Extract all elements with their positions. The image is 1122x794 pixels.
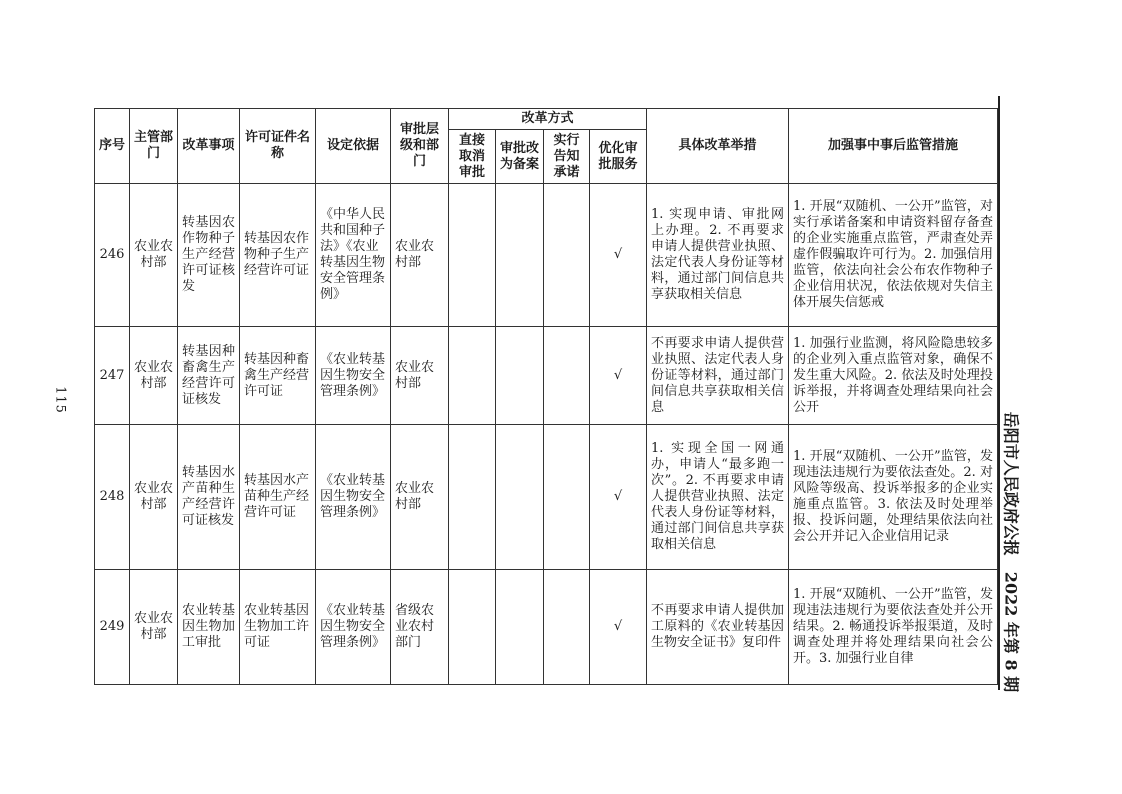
- cell-basis: 《农业转基因生物安全管理条例》: [316, 425, 391, 570]
- publication-title: 岳阳市人民政府公报 2022 年第 8 期: [1001, 411, 1021, 693]
- cell-level: 农业农村部: [391, 184, 449, 327]
- header-seq: 序号: [95, 109, 130, 184]
- table-row: [95, 184, 998, 327]
- cell-cancel: [449, 184, 496, 327]
- cell-item: 农业转基因生物加工审批: [178, 570, 240, 685]
- reform-table: [94, 108, 998, 685]
- cell-supervision: 1. 开展“双随机、一公开”监管，发现违法违规行为要依法查处。2. 对风险等级高、投诉举报多的企业实施重点监管。3. 依法及时处理举报、投诉问题，处理结果依法向社会公开并记入企业信用记录: [789, 425, 998, 570]
- cell-supervision: 1. 加强行业监测，将风险隐患较多的企业列入重点监管对象，确保不发生重大风险。2. 依法及时处理投诉举报，并将调查处理结果向社会公开: [789, 327, 998, 425]
- cell-optimize-check: √: [590, 570, 647, 685]
- header-optimize: 优化审批服务: [590, 130, 647, 184]
- cell-seq: 249: [95, 570, 130, 685]
- header-license: 许可证件名称: [240, 109, 316, 184]
- table-row: [95, 327, 998, 425]
- cell-item: 转基因农作物种子生产经营许可证核发: [178, 184, 240, 327]
- cell-notify: [544, 327, 590, 425]
- cell-dept: 农业农村部: [130, 570, 178, 685]
- cell-measures: 不再要求申请人提供营业执照、法定代表人身份证等材料，通过部门间信息共享获取相关信息: [647, 327, 789, 425]
- cell-dept: 农业农村部: [130, 327, 178, 425]
- cell-supervision: 1. 开展“双随机、一公开”监管，对实行承诺备案和申请资料留存备查的企业实施重点监管，严肃查处弄虚作假骗取许可行为。2. 加强信用监管，依法向社会公布农作物种子企业信用状况，依法依规对失信主体开展失信惩戒: [789, 184, 998, 327]
- cell-supervision: 1. 开展“双随机、一公开”监管，发现违法违规行为要依法查处并公开结果。2. 畅通投诉举报渠道，及时调查处理并将处理结果向社会公开。3. 加强行业自律: [789, 570, 998, 685]
- cell-measures: 1. 实现申请、审批网上办理。2. 不再要求申请人提供营业执照、法定代表人身份证等材料，通过部门间信息共享获取相关信息: [647, 184, 789, 327]
- cell-level: 农业农村部: [391, 327, 449, 425]
- table-row: [95, 570, 998, 685]
- cell-seq: 246: [95, 184, 130, 327]
- cell-cancel: [449, 570, 496, 685]
- cell-dept: 农业农村部: [130, 425, 178, 570]
- table-row: [95, 425, 998, 570]
- cell-filing: [496, 184, 544, 327]
- cell-basis: 《农业转基因生物安全管理条例》: [316, 570, 391, 685]
- cell-level: 农业农村部: [391, 425, 449, 570]
- cell-item: 转基因水产苗种生产经营许可证核发: [178, 425, 240, 570]
- cell-notify: [544, 570, 590, 685]
- cell-basis: 《农业转基因生物安全管理条例》: [316, 327, 391, 425]
- cell-seq: 247: [95, 327, 130, 425]
- cell-measures: 1. 实现全国一网通办，申请人“最多跑一次”。2. 不再要求申请人提供营业执照、法定代表人身份证等材料，通过部门间信息共享获取相关信息: [647, 425, 789, 570]
- cell-notify: [544, 184, 590, 327]
- cell-optimize-check: √: [590, 184, 647, 327]
- header-notify: 实行告知承诺: [544, 130, 590, 184]
- header-basis: 设定依据: [316, 109, 391, 184]
- cell-cancel: [449, 425, 496, 570]
- cell-dept: 农业农村部: [130, 184, 178, 327]
- cell-license: 转基因种畜禽生产经营许可证: [240, 327, 316, 425]
- header-item: 改革事项: [178, 109, 240, 184]
- header-dept: 主管部门: [130, 109, 178, 184]
- cell-level: 省级农业农村部门: [391, 570, 449, 685]
- header-cancel: 直接取消审批: [449, 130, 496, 184]
- cell-cancel: [449, 327, 496, 425]
- cell-filing: [496, 570, 544, 685]
- cell-filing: [496, 327, 544, 425]
- cell-license: 转基因农作物种子生产经营许可证: [240, 184, 316, 327]
- cell-measures: 不再要求申请人提供加工原料的《农业转基因生物安全证书》复印件: [647, 570, 789, 685]
- cell-filing: [496, 425, 544, 570]
- header-filing: 审批改为备案: [496, 130, 544, 184]
- header-measures: 具体改革举措: [647, 109, 789, 184]
- header-supervision: 加强事中事后监管措施: [789, 109, 998, 184]
- cell-optimize-check: √: [590, 327, 647, 425]
- cell-item: 转基因种畜禽生产经营许可证核发: [178, 327, 240, 425]
- header-reform-group: 改革方式: [449, 109, 647, 130]
- cell-optimize-check: √: [590, 425, 647, 570]
- cell-notify: [544, 425, 590, 570]
- cell-seq: 248: [95, 425, 130, 570]
- header-level: 审批层级和部门: [391, 109, 449, 184]
- cell-basis: 《中华人民共和国种子法》《农业转基因生物安全管理条例》: [316, 184, 391, 327]
- cell-license: 农业转基因生物加工许可证: [240, 570, 316, 685]
- cell-license: 转基因水产苗种生产经营许可证: [240, 425, 316, 570]
- page-number: 115: [52, 386, 68, 414]
